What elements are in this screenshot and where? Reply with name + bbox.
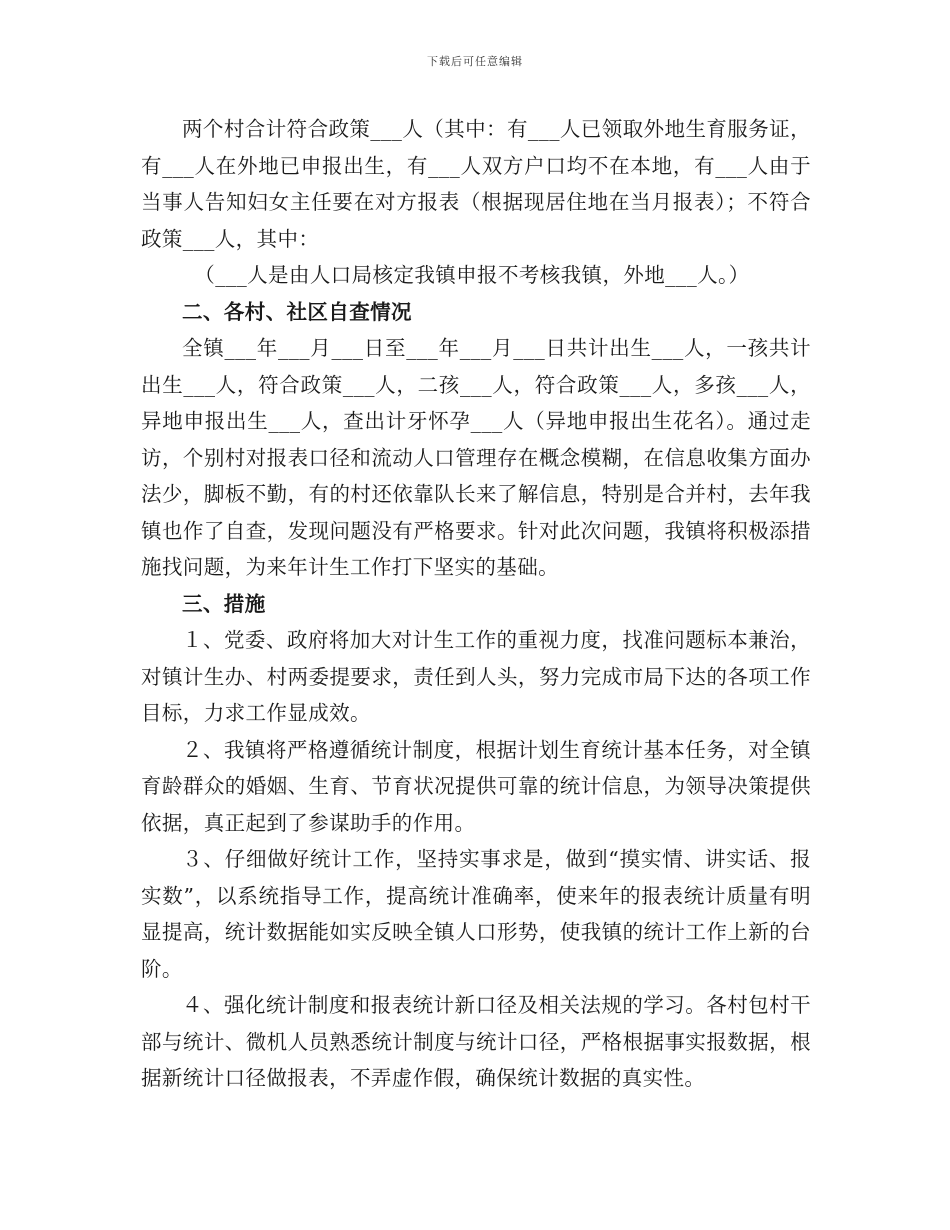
section-heading-measures: 三、措施 [182, 591, 266, 616]
paragraph-note: （___人是由人口局核定我镇申报不考核我镇，外地___人。） [194, 263, 750, 287]
paragraph-self-check: 全镇___年___月___日至___年___月___日共计出生___人，一孩共计出生___人，符合政策___人，二孩___人，符合政策___人，多孩___人，异地申报出生___人，查出计牙怀孕___人（异地申报出生花名）。通过走访，个别村对报表口径和流动人口管理存在概念模糊，在信息收集方面办法少，脚板不勤，有的村还依靠队长来了解信息，特别是合并村，去年我镇也作了自查，发现问题没有严格要求。针对此次问题，我镇将积极添措施找问题，为来年计生工作打下坚实的基础。 [141, 336, 811, 579]
page-header: 下载后可任意编辑 [427, 55, 523, 68]
measure-item-1: １、党委、政府将加大对计生工作的重视力度，找准问题标本兼治，对镇计生办、村两委提要求，责任到人头，努力完成市局下达的各项工作目标，力求工作显成效。 [141, 628, 811, 725]
document-body [141, 111, 811, 1097]
section-heading-self-check: 二、各村、社区自查情况 [182, 299, 412, 324]
paragraph-policy-summary: 两个村合计符合政策___人（其中：有___人已领取外地生育服务证，有___人在外地已申报出生，有___人双方户口均不在本地，有___人由于当事人告知妇女主任要在对方报表（根据现居住地在当月报表）；不符合政策___人，其中： [141, 117, 811, 251]
measure-item-4: ４、强化统计制度和报表统计新口径及相关法规的学习。各村包村干部与统计、微机人员熟悉统计制度与统计口径，严格根据事实报数据，根据新统计口径做报表，不弄虚作假，确保统计数据的真实性。 [141, 993, 811, 1090]
measure-item-3: ３、仔细做好统计工作，坚持实事求是，做到“摸实情、讲实话、报实数”，以系统指导工作，提高统计准确率，使来年的报表统计质量有明显提高，统计数据能如实反映全镇人口形势，使我镇的统计工作上新的台阶。 [141, 847, 811, 981]
measure-item-2: ２、我镇将严格遵循统计制度，根据计划生育统计基本任务，对全镇育龄群众的婚姻、生育、节育状况提供可靠的统计信息，为领导决策提供依据，真正起到了参谋助手的作用。 [141, 737, 811, 835]
